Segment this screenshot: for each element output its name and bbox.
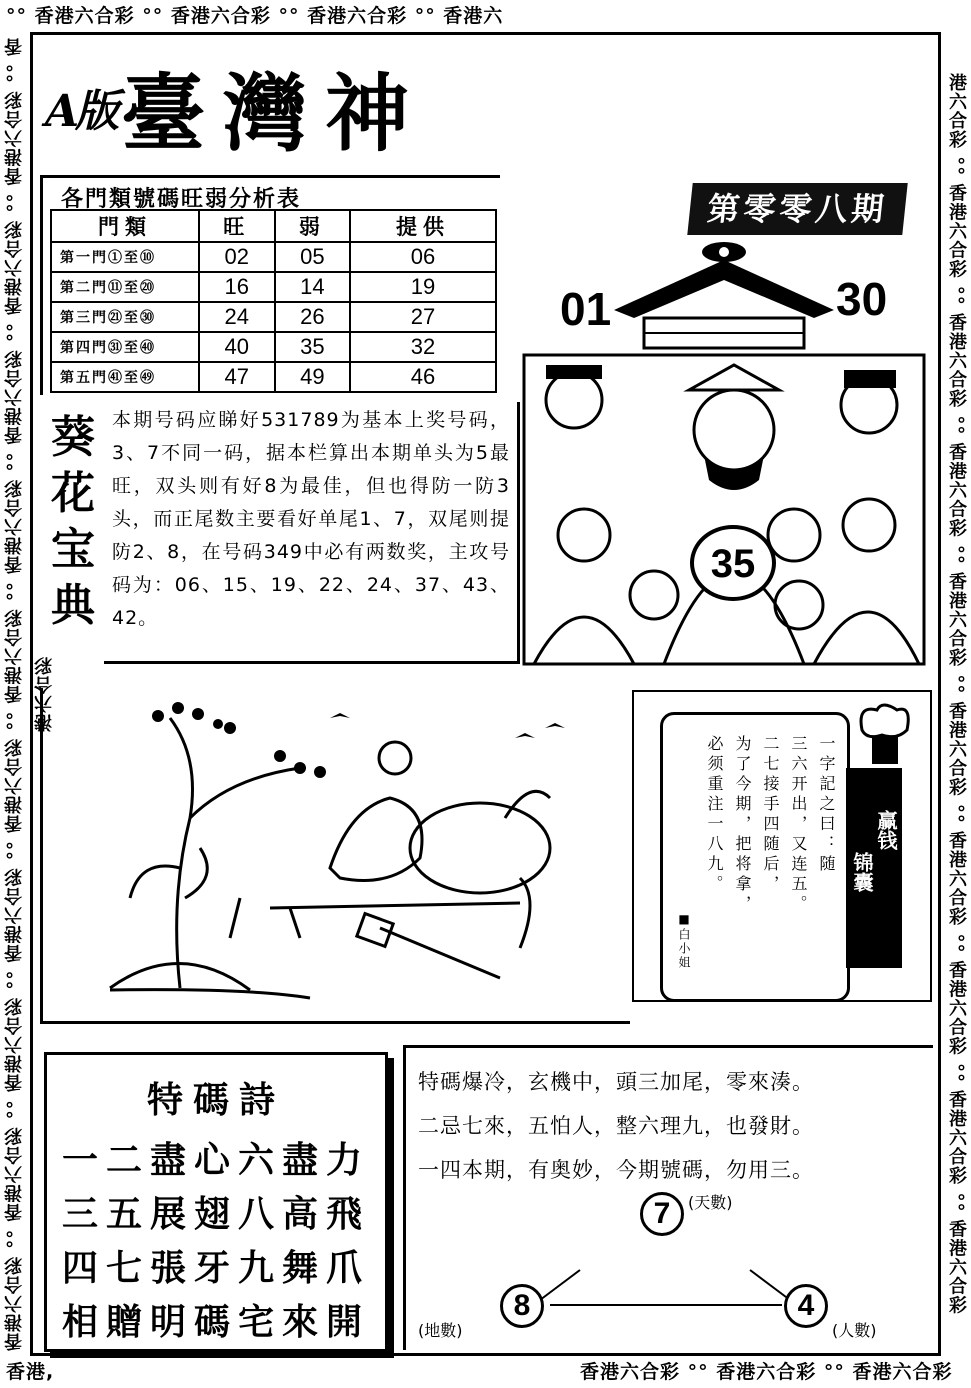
scroll-line: 为了今期，把将拿，	[733, 735, 752, 915]
brocade-bag	[846, 768, 902, 968]
verse-line: 一四本期，有奥妙，今期號碼，勿用三。	[418, 1158, 814, 1182]
column-header: 提供	[350, 210, 496, 242]
scroll-line: 二七接手四随后，	[761, 735, 780, 895]
strong-cell: 40	[199, 332, 275, 362]
hero-number-right: 30	[836, 273, 888, 325]
masthead	[45, 52, 505, 162]
hero-number-left: 01	[560, 283, 612, 335]
column-header: 弱	[275, 210, 351, 242]
hero-number-center: 35	[690, 525, 776, 601]
strong-cell: 47	[199, 362, 275, 392]
category-cell: 第二門⑪至⑳	[51, 272, 199, 302]
column-header: 門類	[51, 210, 199, 242]
strong-cell: 02	[199, 242, 275, 272]
poem-title: 特碼詩	[146, 1079, 285, 1121]
page-title: 臺灣神	[121, 63, 428, 163]
provide-cell: 46	[350, 362, 496, 392]
scroll-line: 必须重注一八九。	[705, 735, 724, 895]
column-header: 旺	[199, 210, 275, 242]
bottom-border-right-text: 香港六合彩 °° 香港六合彩 °° 香港六合彩	[580, 1361, 953, 1383]
stats-table-title: 各門類號碼旺弱分析表	[61, 187, 302, 212]
scroll-author: ■白小姐	[677, 912, 691, 970]
table-row	[51, 362, 496, 392]
table-row	[51, 332, 496, 362]
heaven-label: (天數)	[688, 1193, 733, 1212]
bottom-border-left-text: 香港,	[6, 1361, 55, 1383]
category-cell: 第一門①至⑩	[51, 242, 199, 272]
issue-banner: 第零零八期	[687, 183, 907, 235]
verse-line: 特碼爆冷，玄機中，頭三加尾，零來湊。	[418, 1070, 814, 1094]
human-label: (人數)	[832, 1321, 877, 1340]
human-number: 4	[784, 1284, 828, 1328]
bag-knot-icon	[852, 700, 912, 768]
bag-label: 锦囊	[850, 852, 874, 892]
verse-line: 二忌七來，五怕人，整六理九，也發財。	[418, 1114, 814, 1138]
category-cell: 第五門㊶至㊾	[51, 362, 199, 392]
strong-cell: 16	[199, 272, 275, 302]
weak-cell: 14	[275, 272, 351, 302]
strong-cell: 24	[199, 302, 275, 332]
top-border-text: °° 香港六合彩 °° 香港六合彩 °° 香港六合彩 °° 香港六	[6, 5, 504, 27]
category-cell: 第四門㉛至㊵	[51, 332, 199, 362]
scroll-line: 一字記之曰：随	[817, 735, 836, 875]
stats-table	[50, 209, 497, 393]
earth-number: 8	[500, 1284, 544, 1328]
table-header-row	[51, 210, 496, 242]
provide-cell: 06	[350, 242, 496, 272]
table-row	[51, 302, 496, 332]
number-triangle-lines	[500, 1230, 820, 1340]
provide-cell: 32	[350, 332, 496, 362]
provide-cell: 27	[350, 302, 496, 332]
weak-cell: 35	[275, 332, 351, 362]
earth-label: (地數)	[418, 1321, 463, 1340]
poem-line: 四七張牙九舞爪	[61, 1247, 370, 1289]
weak-cell: 05	[275, 242, 351, 272]
poem-line: 相贈明碼宅來開	[61, 1301, 370, 1343]
heaven-number: 7	[640, 1192, 684, 1236]
poem-line: 一二盡心六盡力	[61, 1139, 370, 1181]
category-cell: 第三門㉑至㉚	[51, 302, 199, 332]
weak-cell: 49	[275, 362, 351, 392]
scroll-line: 三六开出，又连五。	[789, 735, 808, 915]
poem-line: 三五展翅八高飛	[61, 1193, 370, 1235]
bottom-border	[0, 1356, 971, 1388]
sunflower-text: 本期号码应睇好531789为基本上奖号码，3、7不同一码，据本栏算出本期单头为5最旺，双头则有好8为最佳，但也得防一防3头，而正尾数主要看好单尾1、7，双尾则提防2、8，在号码349中必有两数奖，主攻号码为：06、15、19、22、24、37、43、42。	[112, 409, 510, 629]
provide-cell: 19	[350, 272, 496, 302]
table-row	[51, 272, 496, 302]
scholar-illustration	[50, 698, 610, 1008]
left-border-text: 香港六合彩 °° 香港六合彩 °° 香港六合彩 °° 香港六合彩 °° 香港六合彩 °° 香港六合彩 °° 香港六合彩 °° 香港六合彩 °° 香港六合彩 °° 香港六合彩 °° 香港六合彩	[4, 36, 55, 1352]
bag-label: 赢钱	[874, 810, 898, 850]
weak-cell: 26	[275, 302, 351, 332]
right-border-text: 港六合彩 °° 香港六合彩 °° 香港六合彩 °° 香港六合彩 °° 香港六合彩 °° 香港六合彩 °° 香港六合彩 °° 香港六合彩 °° 香港六合彩 °° 香港六合彩	[946, 73, 967, 1315]
edition-badge: A版	[45, 86, 116, 137]
table-row	[51, 242, 496, 272]
sunflower-title: 葵花宝典	[51, 412, 95, 631]
